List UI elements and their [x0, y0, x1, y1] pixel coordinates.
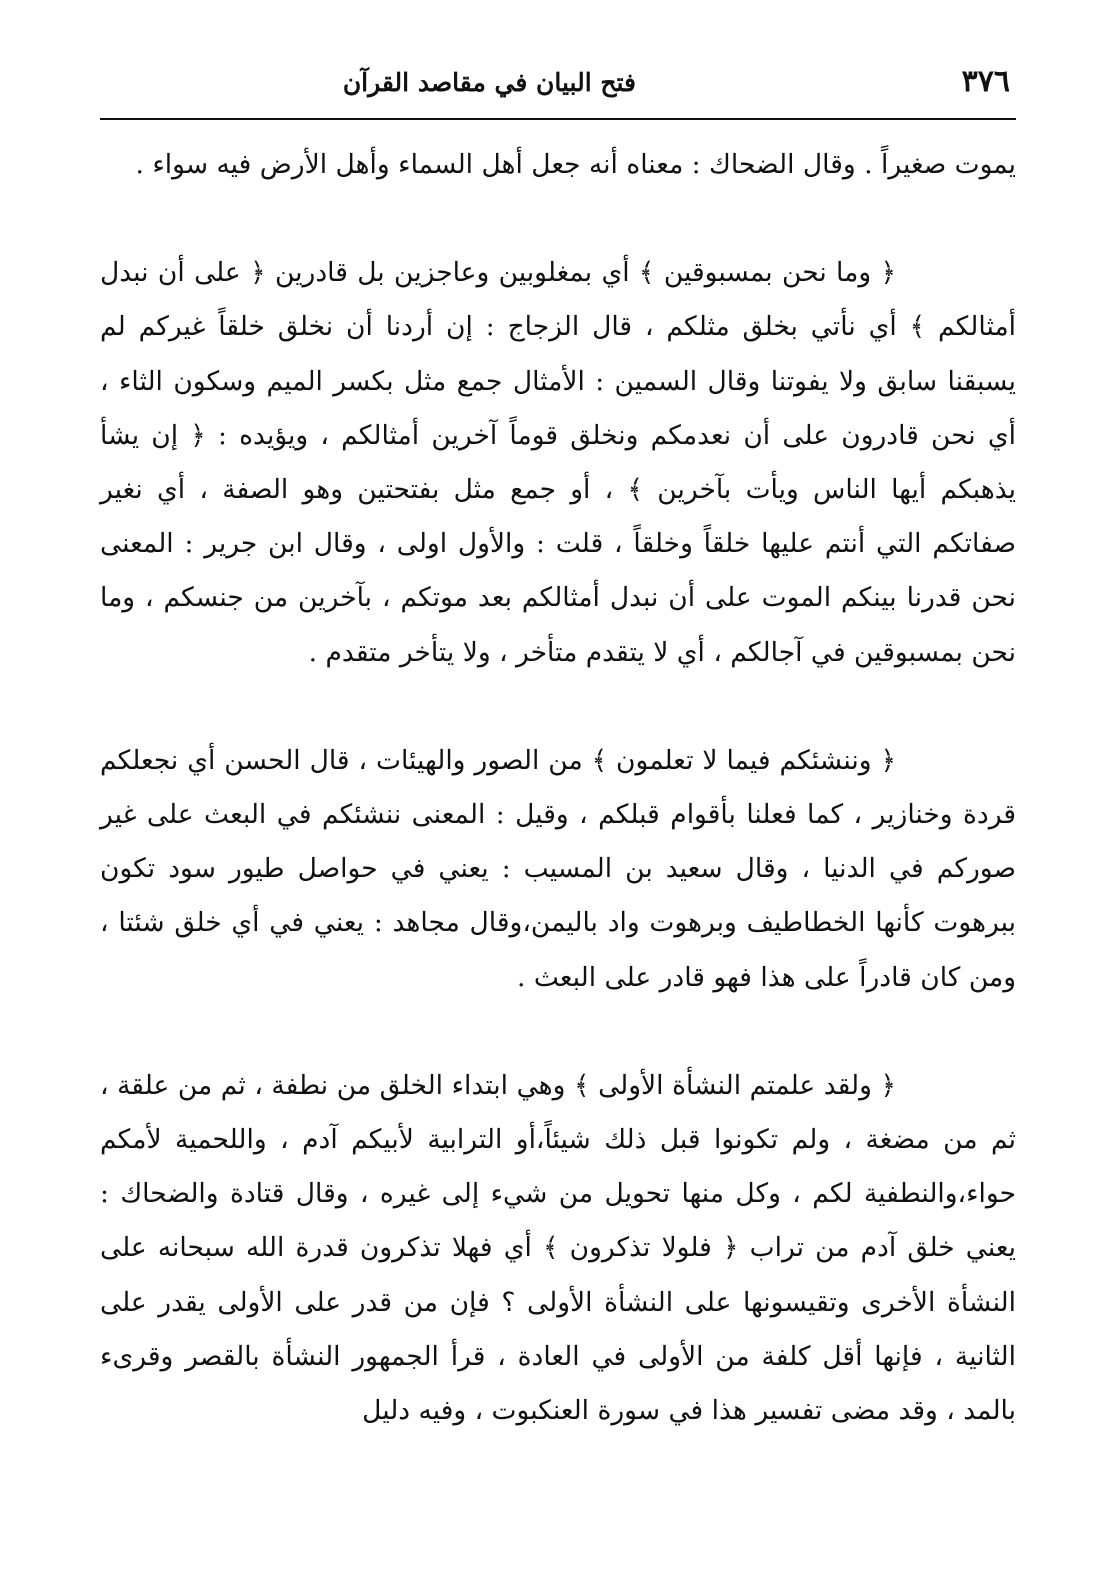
running-title: فتح البيان في مقاصد القرآن [342, 68, 636, 97]
body-text [100, 138, 1016, 1438]
page-header [100, 58, 1016, 114]
paragraph-2: ﴿ وما نحن بمسبوقين ﴾ أي بمغلوبين وعاجزين بل قادرين ﴿ على أن نبدل أمثالكم ﴾ أي نأتي بخلق مثلكم ، قال الزجاج : إن أردنا أن نخلق خلقاً غيركم لم يسبقنا سابق ولا يفوتنا وقال السمين : الأمثال جمع مثل بكسر الميم وسكون الثاء ، أي نحن قادرون على أن نعدمكم ونخلق قوماً آخرين أمثالكم ، ويؤيده : ﴿ إن يشأ يذهبكم أيها الناس ويأت بآخرين ﴾ ، أو جمع مثل بفتحتين وهو الصفة ، أي نغير صفاتكم التي أنتم عليها خلقاً وخلقاً ، قلت : والأول اولى ، وقال ابن جرير : المعنى نحن قدرنا بينكم الموت على أن نبدل أمثالكم بعد موتكم ، بآخرين من جنسكم ، وما نحن بمسبوقين في آجالكم ، أي لا يتقدم متأخر ، ولا يتأخر متقدم . [100, 257, 1016, 668]
header-divider [100, 118, 1016, 120]
paragraph-1: يموت صغيراً . وقال الضحاك : معناه أنه جعل أهل السماء وأهل الأرض فيه سواء . [135, 149, 1016, 180]
paragraph-4: ﴿ ولقد علمتم النشأة الأولى ﴾ وهي ابتداء الخلق من نطفة ، ثم من علقة ، ثم من مضغة ، ولم تكونوا قبل ذلك شيئاً،أو الترابية لأبيكم آدم ، واللحمية لأمكم حواء،والنطفية لكم ، وكل منها تحويل من شيء إلى غيره ، وقال قتادة والضحاك : يعني خلق آدم من تراب ﴿ فلولا تذكرون ﴾ أي فهلا تذكرون قدرة الله سبحانه على النشأة الأخرى وتقيسونها على النشأة الأولى ؟ فإن من قدر على الأولى يقدر على الثانية ، فإنها أقل كلفة من الأولى في العادة ، قرأ الجمهور النشأة بالقصر وقرىء بالمد ، وقد مضى تفسير هذا في سورة العنكبوت ، وفيه دليل [100, 1069, 1016, 1427]
paragraph-3: ﴿ وننشئكم فيما لا تعلمون ﴾ من الصور والهيئات ، قال الحسن أي نجعلكم قردة وخنازير ، كما فعلنا بأقوام قبلكم ، وقيل : المعنى ننشئكم في البعث على غير صوركم في الدنيا ، وقال سعيد بن المسيب : يعني في حواصل طيور سود تكون ببرهوت كأنها الخطاطيف وبرهوت واد باليمن،وقال مجاهد : يعني في أي خلق شئتا ، ومن كان قادراً على هذا فهو قادر على البعث . [100, 744, 1016, 993]
page-number: ٣٧٦ [961, 64, 1010, 99]
